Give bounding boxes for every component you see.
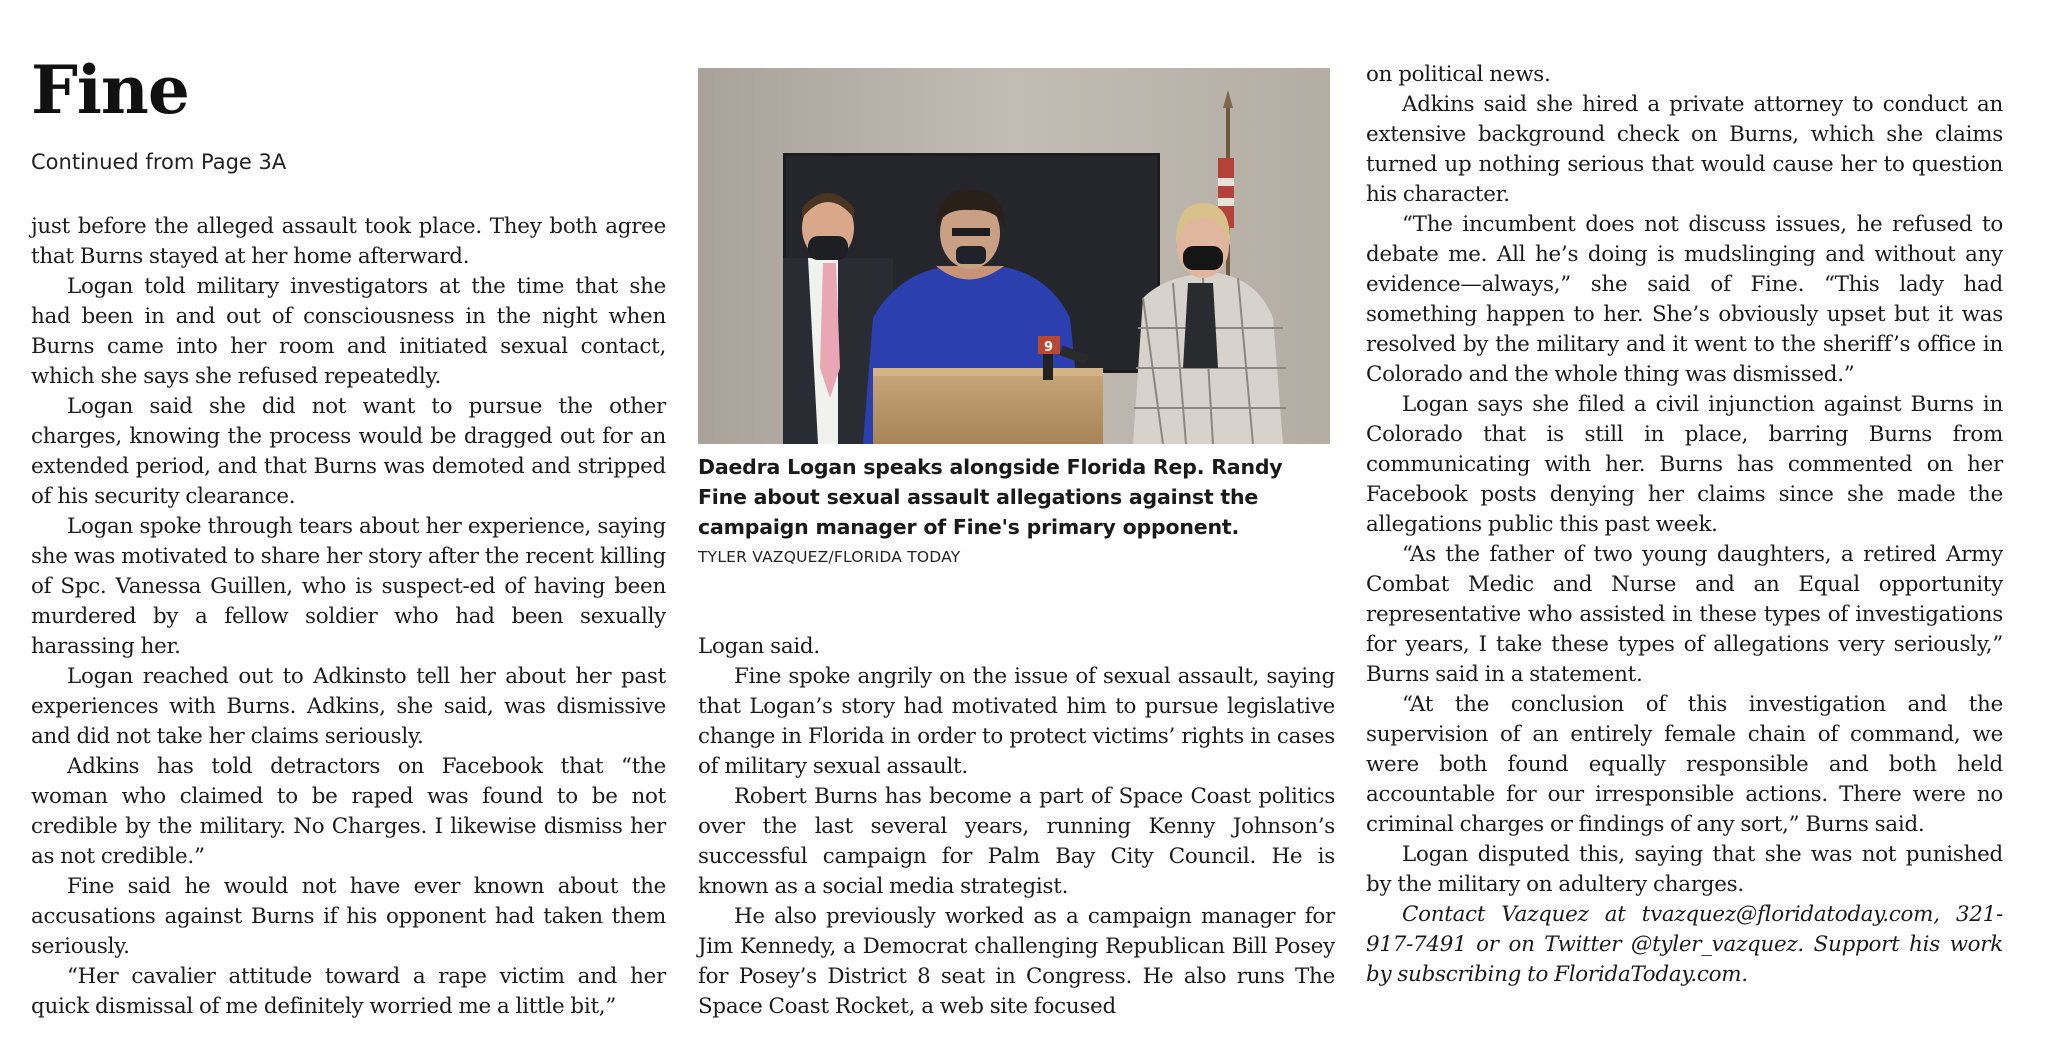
paragraph: Logan reached out to Adkinsto tell her about her past experiences with Burns. Adkins, she said, was dismissive and did not take her claims seriously. [31, 664, 666, 749]
contact-line: Contact Vazquez at tvazquez@floridatoday.com, 321-917-7491 or on Twitter @tyler_vazquez. Support his work by subscribing to FloridaToday.com. [1366, 902, 2003, 987]
news-photo [698, 68, 1330, 444]
paragraph: Adkins said she hired a private attorney to conduct an extensive background check on Burns, which she claims turned up nothing serious that would cause her to question his character. [1366, 92, 2003, 207]
paragraph: Robert Burns has become a part of Space Coast politics over the last several years, running Kenny Johnson’s successful campaign for Palm Bay City Council. He is known as a social media strategist. [698, 784, 1335, 899]
paragraph: Logan said she did not want to pursue the other charges, knowing the process would be dragged out for an extended period, and that Burns was demoted and stripped of his security clearance. [31, 394, 666, 509]
headline: Fine [31, 51, 189, 129]
paragraph: Logan says she filed a civil injunction against Burns in Colorado that is still in place, barring Burns from communicating with her. Burns has commented on her Facebook posts denying her claims since she made the allegations public this past week. [1366, 392, 2003, 537]
photo-caption: Daedra Logan speaks alongside Florida Rep. Randy Fine about sexual assault allegations against the campaign manager of Fine's primary opponent. [698, 455, 1283, 539]
photo-credit: TYLER VAZQUEZ/FLORIDA TODAY [698, 548, 961, 566]
paragraph: just before the alleged assault took place. They both agree that Burns stayed at her home afterward. [31, 214, 666, 269]
paragraph: Logan told military investigators at the time that she had been in and out of consciousness in the night when Burns came into her room and initiated sexual contact, which she says she refused repeatedly. [31, 274, 666, 389]
paragraph: Logan disputed this, saying that she was not punished by the military on adultery charges. [1366, 842, 2003, 897]
paragraph: Logan spoke through tears about her experience, saying she was motivated to share her story after the recent killing of Spc. Vanessa Guillen, who is suspect-ed of having been murdered by a fellow soldier who had been sexually harassing her. [31, 514, 666, 659]
paragraph: Fine said he would not have ever known about the accusations against Burns if his opponent had taken them seriously. [31, 874, 666, 959]
paragraph: on political news. [1366, 62, 1551, 87]
paragraph: “Her cavalier attitude toward a rape victim and her quick dismissal of me definitely worried me a little bit,” [31, 964, 666, 1019]
mic-flag-label: 9 [1044, 340, 1054, 355]
paragraph: “As the father of two young daughters, a retired Army Combat Medic and Nurse and an Equal opportunity representative who assisted in these types of investigations for years, I take these types of allegations very seriously,” Burns said in a statement. [1366, 542, 2003, 687]
paragraph: He also previously worked as a campaign manager for Jim Kennedy, a Democrat challenging Republican Bill Posey for Posey’s District 8 seat in Congress. He also runs The Space Coast Rocket, a web site focused [698, 904, 1335, 1019]
paragraph: Adkins has told detractors on Facebook that “the woman who claimed to be raped was found to be not credible by the military. No Charges. I likewise dismiss her as not credible.” [31, 754, 666, 869]
column-3 [1366, 60, 2003, 990]
paragraph: “The incumbent does not discuss issues, he refused to debate me. All he’s doing is mudslinging and without any evidence—always,” she said of Fine. “This lady had something happen to her. She’s obviously upset but it was resolved by the military and it went to the sheriff’s office in Colorado and the whole thing was dismissed.” [1366, 212, 2003, 387]
column-2 [698, 632, 1335, 1022]
paragraph: “At the conclusion of this investigation and the supervision of an entirely female chain of command, we were both found equally responsible and both held accountable for our irresponsible actions. There were no criminal charges or findings of any sort,” Burns said. [1366, 692, 2003, 837]
jump-line: Continued from Page 3A [31, 150, 287, 174]
paragraph: Fine spoke angrily on the issue of sexual assault, saying that Logan’s story had motivated him to pursue legislative change in Florida in order to protect victims’ rights in cases of military sexual assault. [698, 664, 1335, 779]
photo-illustration [698, 68, 1330, 444]
paragraph: Logan said. [698, 634, 820, 659]
column-1 [31, 212, 666, 1022]
